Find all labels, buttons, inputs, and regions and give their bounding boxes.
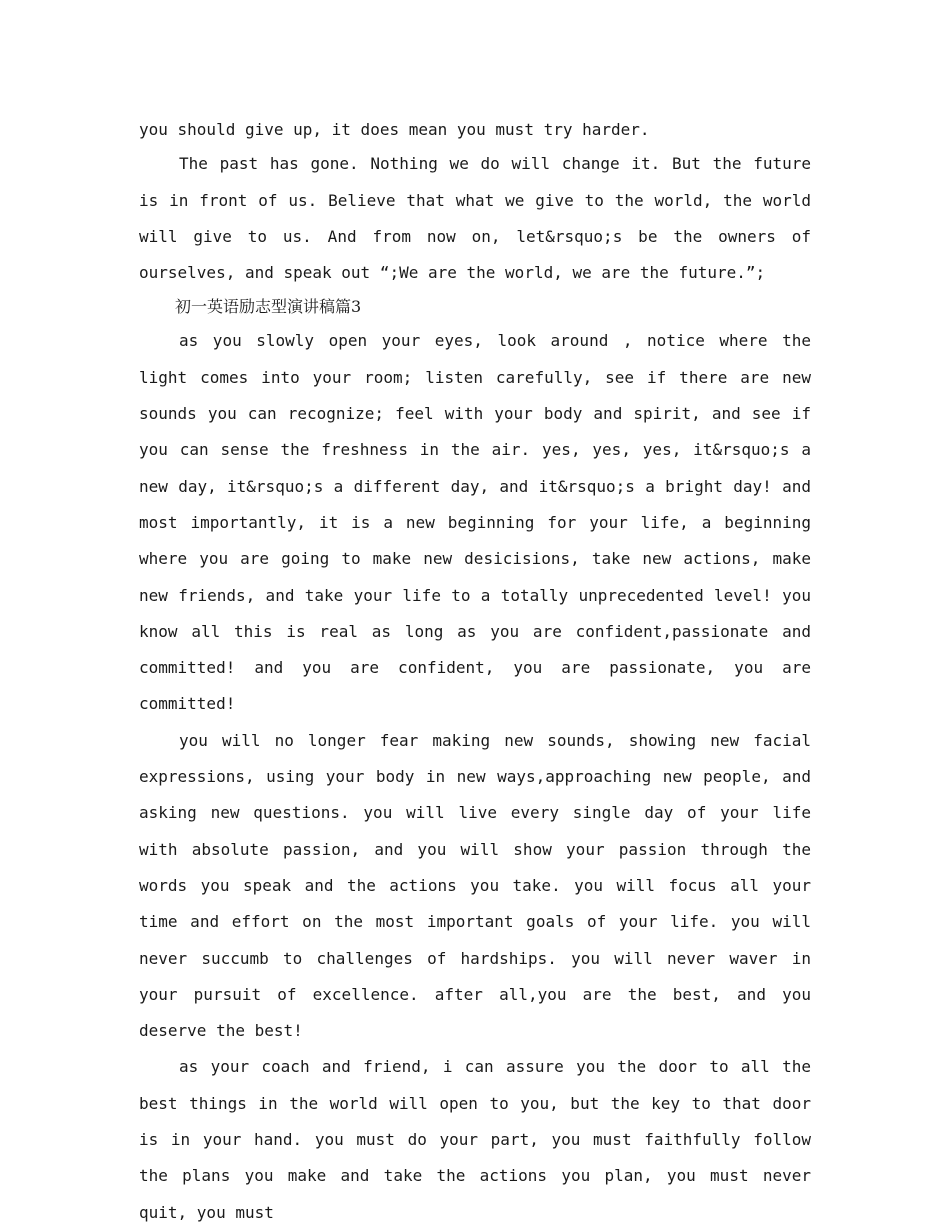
- paragraph-continuation: you should give up, it does mean you must try harder.: [139, 120, 650, 139]
- paragraph-no-longer-fear: you will no longer fear making new sounds, showing new facial expressions, using your body in new ways,approaching new people, and asking new questions. you will live every single day of your life with absolute passion, and you will show your passion through the words you speak and the actions you take. you will focus all your time and effort on the most important goals of your life. you will never succumb to challenges of hardships. you will never waver in your pursuit of excellence. after all,you are the best, and you deserve the best!: [139, 730, 811, 1041]
- paragraph-past-has-gone: The past has gone. Nothing we do will change it. But the future is in front of us. Believe that what we give to the world, the world will give to us. And from now on, let&rsquo;s be the owners of ourselves, and speak out “;We are the world, we are the future.”;: [139, 154, 811, 283]
- document-body: [139, 112, 811, 1231]
- section-heading: 初一英语励志型演讲稿篇3: [175, 297, 362, 317]
- paragraph-new-day: as you slowly open your eyes, look around , notice where the light comes into your room; listen carefully, see if there are new sounds you can recognize; feel with your body and spirit, and see if you can sense the freshness in the air. yes, yes, yes, it&rsquo;s a new day, it&rsquo;s a different day, and it&rsquo;s a bright day! and most importantly, it is a new beginning for your life, a beginning where you are going to make new desicisions, take new actions, make new friends, and take your life to a totally unprecedented level! you know all this is real as long as you are confident,passionate and committed! and you are confident, you are passionate, you are committed!: [139, 331, 811, 714]
- paragraph-coach-and-friend: as your coach and friend, i can assure you the door to all the best things in the world will open to you, but the key to that door is in your hand. you must do your part, you must faithfully follow the plans you make and take the actions you plan, you must never quit, you must: [139, 1057, 811, 1222]
